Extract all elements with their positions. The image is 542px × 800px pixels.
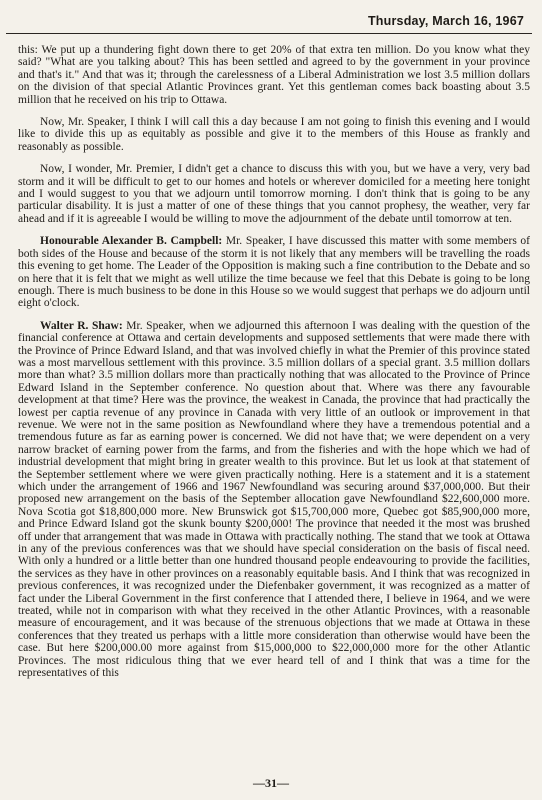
speaker-name: Honourable Alexander B. Campbell:: [40, 235, 223, 248]
paragraph-storm: [18, 163, 530, 225]
paragraph-campbell: [18, 235, 530, 309]
running-head: Thursday, March 16, 1967: [367, 14, 524, 28]
paragraph-continuation: [18, 44, 530, 106]
paragraph-text: this: We put up a thundering fight down there to get 20% of that extra ten million. Do you know what they said? "What are you talking about? This has been settled and agreed to by the government in your province and that's it." And that was it; through the carelessness of a Liberal Administration we lost 3.5 million dollars on the division of that special Atlantic Provinces grant. Yet this gentleman comes back boasting about 3.5 million that he received on his trip to Ottawa.: [18, 44, 530, 106]
paragraph-adjourn-intro: [18, 116, 530, 153]
paragraph-shaw: [18, 320, 530, 680]
paragraph-text: Now, Mr. Speaker, I think I will call this a day because I am not going to finish this evening and I would like to divide this up as equitably as possible and give it to the members of this House as frankly and reasonably as possible.: [18, 116, 530, 153]
header-rule: [6, 33, 532, 34]
paragraph-text: Mr. Speaker, I have discussed this matter with some members of both sides of the House and because of the storm it is not likely that any members will be travelling the roads this evening to get home. The Leader of the Opposition is making such a fine contribution to the Debate and so on here that it is felt that we might as well utilize the time because we feel that this Debate is going to be long enough. There is much business to be done in this House so we would suggest that perhaps we do adjourn until eight o'clock.: [18, 235, 531, 310]
paragraph-text: Now, I wonder, Mr. Premier, I didn't get a chance to discuss this with you, but we have a very, very bad storm and it will be difficult to get to our homes and hotels or wherever domiciled for a meeting here tonight and I would suggest to you that we adjourn until tomorrow morning. I don't think that is going to be any particular disability. It is just a matter of one of these things that you cannot prophesy, the weather, very far ahead and if it is agreeable I would be willing to move the adjournment of the debate until tomorrow at ten.: [18, 163, 530, 225]
paragraph-text: Mr. Speaker, when we adjourned this afternoon I was dealing with the question of the financial conference at Ottawa and certain developments and supposed settlements that were made there with the Province of Prince Edward Island, and that was involved chiefly in what the Premier of this province stated was a most marvellous settlement with this province. 3.5 million dollars of a special grant. 3.5 million dollars more than what? 3.5 million dollars more than practically nothing that was allocated to the Province of Prince Edward Island in the September conference. No question about that. Where was there any favourable development at that time? Here was the province, the weakest in Canada, the province that had practically the lowest per captia revenue of any province in Canada with very little of an outlook or improvement in that revenue. We were not in the same position as Newfoundland where they have a tremendous potential and a tremendous future as far as earning power is concerned. We did not have that; we were dependent on a very narrow bracket of earning power from the farms, and from the fisheries and with the hope which we had of industrial development that might bring in greater wealth to this province. But let us look at that statement of the September settlement where we were given practically nothing. Here is a statement and it is a statement which under the arrangement of 1966 and 1967 Newfoundland was securing around $37,000,000. But their proposed new arrangement on the basis of the September allocation gave Newfoundland $22,600,000 more. Nova Scotia got $18,800,000 more. New Brunswick got $15,700,000 more, Quebec got $85,900,000 more, and Prince Edward Island got the skunk bounty $200,000! The province that needed it the most was brushed off under that arrangement that was made in Ottawa with practically nothing. The stand that we took at Ottawa in any of the previous conferences was that we should have special consideration on the basis of fiscal need. With only a hundred or a little better than one hundred thousand people endeavouring to provide the facilities, the services as they have in other provinces on a reasonably equitable basis. And I think that was recognized in previous conferences, it was recognized under the Diefenbaker government, it was recognized as a matter of fact under the Liberal Government in the first conference that I attended there, I believe in 1964, and we were treated, while not in comparison with what they received in the other Atlantic Provinces, with a reasonable measure of encouragement, and it was because of the strenuous objections that we made at Ottawa in these conferences that they treated us perhaps with a little more consideration than otherwise would have been the case. But here $200,000.00 more against from $15,000,000 to $22,000,000 more for the other Atlantic Provinces. The most ridiculous thing that we ever heard tell of and I think that was a time for the representatives of this: [18, 319, 531, 680]
speaker-name: Walter R. Shaw:: [40, 319, 123, 332]
page-number: —31—: [253, 776, 289, 790]
body-text: [18, 44, 530, 690]
